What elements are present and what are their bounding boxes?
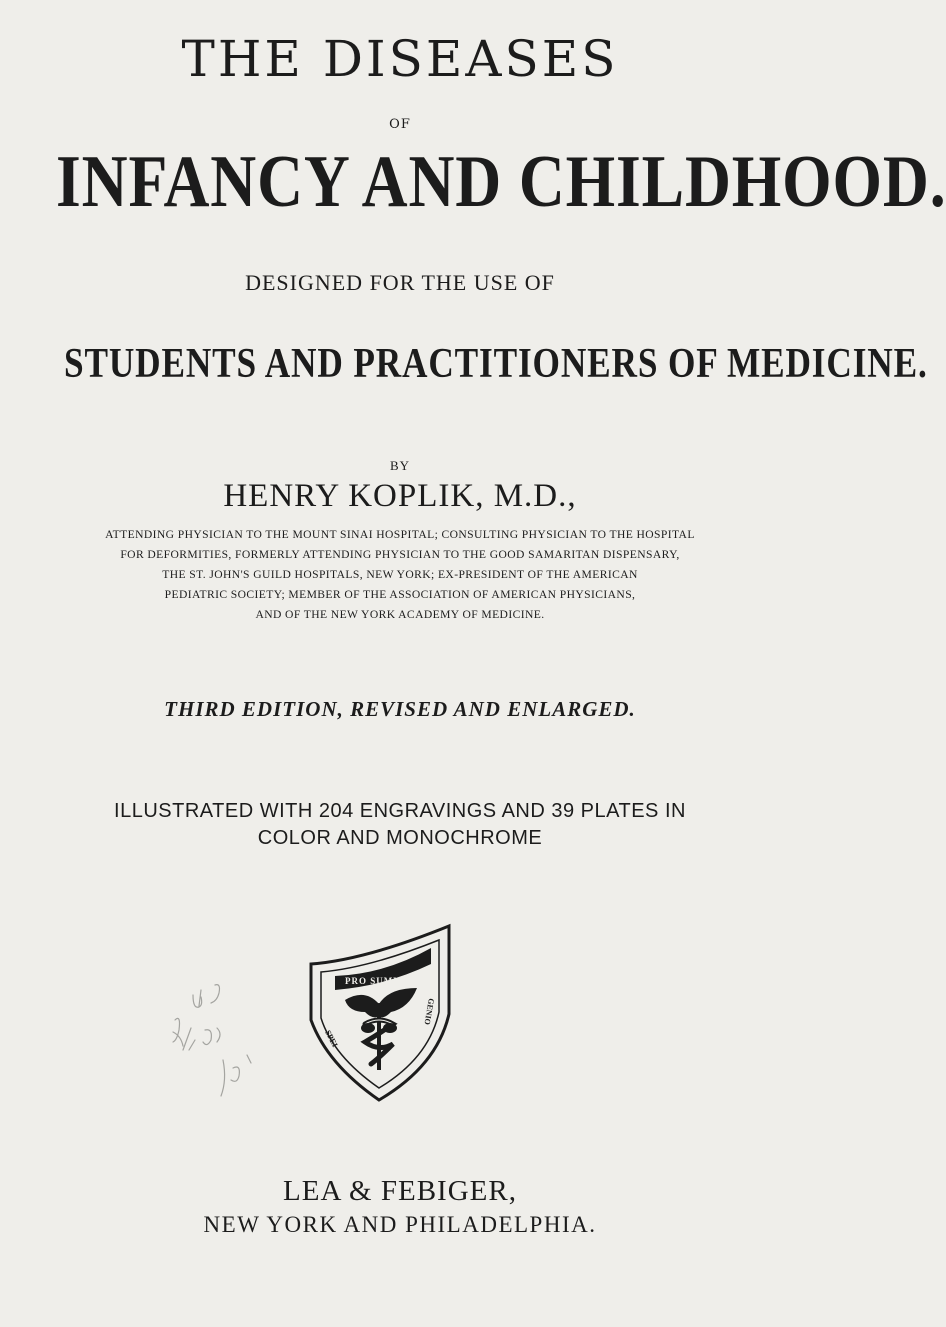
- title-line-1: THE DISEASES: [181, 30, 619, 88]
- subtitle-designed: DESIGNED FOR THE USE OF: [245, 270, 555, 295]
- title-line-2: INFANCY AND CHILDHOOD.: [56, 141, 946, 223]
- author-credential-line: PEDIATRIC SOCIETY; MEMBER OF THE ASSOCIATION OF AMERICAN PHYSICIANS,: [164, 588, 636, 601]
- emblem-motto: PRO SUMMIS: [345, 976, 414, 986]
- byline: BY: [389, 458, 411, 473]
- illustrations-line-1: ILLUSTRATED WITH 204 ENGRAVINGS AND 39 PLATES IN: [114, 800, 686, 822]
- publisher-cities: NEW YORK AND PHILADELPHIA.: [203, 1212, 597, 1237]
- emblem-left-text: SPEI: [323, 1028, 340, 1049]
- author-credential-line: ATTENDING PHYSICIAN TO THE MOUNT SINAI HOSPITAL; CONSULTING PHYSICIAN TO THE HOSPITAL: [105, 528, 695, 541]
- subtitle-audience: STUDENTS AND PRACTITIONERS OF MEDICINE.: [64, 341, 928, 387]
- edition-statement: THIRD EDITION, REVISED AND ENLARGED.: [164, 697, 636, 721]
- title-of: OF: [389, 117, 411, 132]
- author-credential-line: THE ST. JOHN'S GUILD HOSPITALS, NEW YORK; EX-PRESIDENT OF THE AMERICAN: [162, 568, 638, 581]
- illustrations-line-2: COLOR AND MONOCHROME: [257, 827, 543, 849]
- pencil-marks: [165, 950, 275, 1100]
- emblem-right-text: GENIO: [422, 997, 436, 1026]
- publisher-name: LEA & FEBIGER,: [283, 1175, 517, 1207]
- author-credential-line: FOR DEFORMITIES, FORMERLY ATTENDING PHYSICIAN TO THE GOOD SAMARITAN DISPENSARY,: [120, 548, 680, 561]
- author-credential-line: AND OF THE NEW YORK ACADEMY OF MEDICINE.: [255, 608, 545, 621]
- author-name: HENRY KOPLIK, M.D.,: [223, 478, 577, 514]
- publisher-emblem: [305, 924, 455, 1104]
